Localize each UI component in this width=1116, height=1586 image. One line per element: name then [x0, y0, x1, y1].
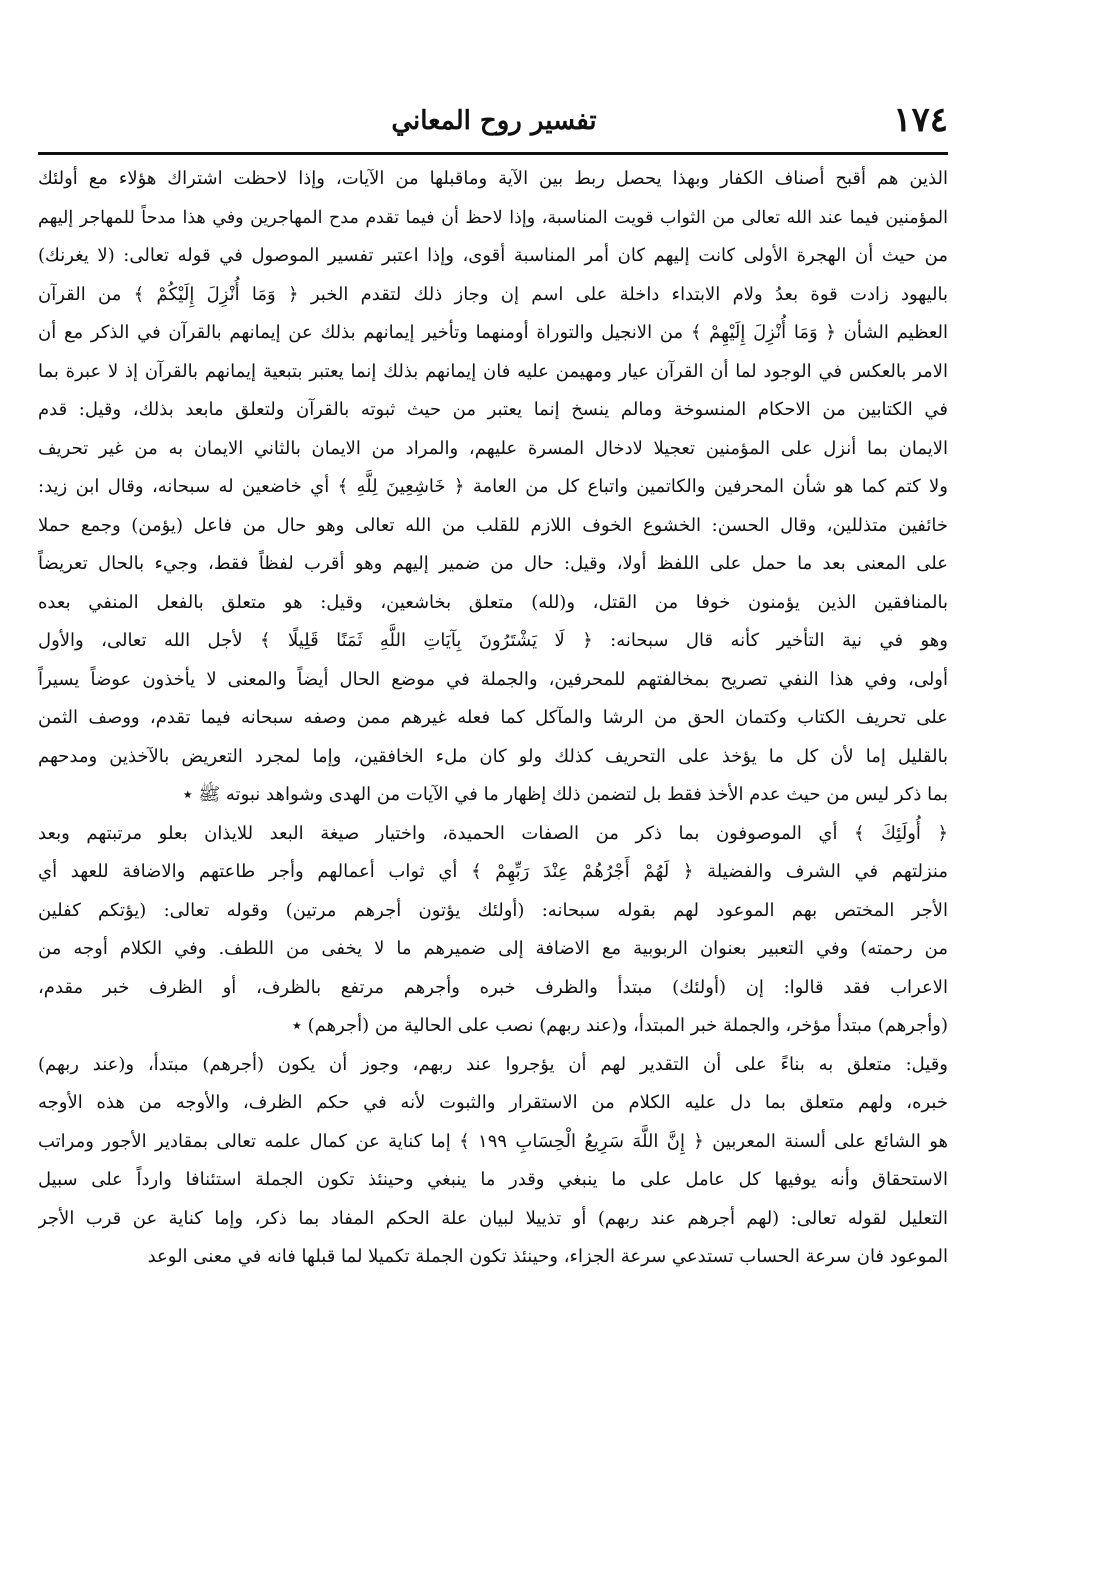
text-line: بالقليل إما لأن كل ما يؤخذ على التحريف كذلك ولو كان ملء الخافقين، وإما لمجرد التعريض بالآخذين ومدحهم	[38, 745, 948, 767]
text-line: بالمنافقين الذين يؤمنون خوفا من القتل، و(لله) متعلق بخاشعين، وقيل: هو متعلق بالفعل المنفي بعده	[38, 591, 948, 613]
text-line: العظيم الشأن ﴿ وَمَا أُنْزِلَ إِلَيْهِمْ ﴾ من الانجيل والتوراة أومنهما وتأخير إيمانهم بذلك عن إيمانهم بالقرآن في الذكر مع أن	[38, 322, 948, 343]
book-title: تفسير روح المعاني	[391, 106, 597, 136]
header-rule	[38, 152, 948, 155]
text-line: خائفين متذللين، وقال الحسن: الخشوع الخوف اللازم للقلب من الله تعالى وهو حال من فاعل (يؤمن) وجمع حملا	[38, 514, 948, 536]
text-line: منزلتهم في الشرف والفضيلة ﴿ لَهُمْ أَجْرُهُمْ عِنْدَ رَبِّهِمْ ﴾ أي ثواب أعمالهم وأجر طاعتهم والاضافة للعهد أي	[38, 861, 948, 882]
text-line: الأجر المختص بهم الموعود لهم بقوله سبحانه: (أولئك يؤتون أجرهم مرتين) وقوله تعالى: (يؤتكم كفلين	[38, 899, 948, 921]
text-line: الاستحقاق وأنه يوفيها كل عامل على ما ينبغي وقدر ما ينبغي وحينئذ تكون الجملة استئنافا وارداً على سبيل	[38, 1169, 948, 1190]
text-line: في الكتابين من الاحكام المنسوخة ومالم ينسخ إنما يعتبر من حيث ثبوته بالقرآن ولتعلق مابعد بذلك، وقيل: قدم	[38, 399, 948, 420]
body-text	[38, 160, 948, 1540]
text-line: أولى، وفي هذا النفي تصريح بمخالفتهم للمحرفين، والجملة في موضع الحال أيضاً والمعنى لا يأخذون عوضاً يسيراً	[38, 668, 948, 690]
text-line: ﴿ أُولَئِكَ ﴾ أي الموصوفون بما ذكر من الصفات الحميدة، واختيار صيغة البعد للايذان بعلو مرتبتهم وبعد	[38, 822, 948, 844]
text-line: المؤمنين فيما عند الله تعالى من الثواب قويت المناسبة، وإذا لاحظ أن فيما تقدم مدح المهاجرين وفي هذا مدحاً للمهاجر إليهم	[38, 207, 948, 228]
page-header	[40, 96, 948, 152]
text-line: (وأجرهم) مبتدأ مؤخر، والجملة خبر المبتدأ، و(عند ربهم) نصب على الحالية من (أجرهم) ٭	[292, 1015, 948, 1036]
text-line: من حيث أن الهجرة الأولى كانت إليهم كان أمر المناسبة أقوى، وإذا اعتبر تفسير الموصول في قوله تعالى: (لا يغرنك)	[38, 245, 948, 266]
text-line: وقيل: متعلق به بناءً على أن التقدير لهم أن يؤجروا عند ربهم، وجوز أن يكون (أجرهم) مبتدأ، و(عند ربهم)	[38, 1053, 948, 1075]
page-number: ١٧٤	[893, 100, 948, 140]
text-line: خبره، ولهم متعلق بما دل عليه الكلام من الاستقرار والثبوت لأنه في حكم الظرف، والأوجه من هذه الأوجه	[38, 1092, 948, 1113]
text-line: الموعود فان سرعة الحساب تستدعي سرعة الجزاء، وحينئذ تكون الجملة تكميلا لما قبلها فانه في معنى الوعد	[147, 1246, 948, 1267]
text-line: الاعراب فقد قالوا: إن (أولئك) مبتدأ والظرف خبره وأجرهم مرتفع بالظرف، أو الظرف خبر مقدم،	[38, 976, 948, 998]
text-line: من رحمته) وفي التعبير بعنوان الربوبية مع الاضافة إلى ضميرهم ما لا يخفى من اللطف. وفي الكلام أوجه من	[38, 938, 948, 959]
text-line: وهو في نية التأخير كأنه قال سبحانه: ﴿ لَا يَشْتَرُونَ بِآيَاتِ اللَّهِ ثَمَنًا قَلِيلًا ﴾ لأجل الله تعالى، والأول	[38, 630, 948, 651]
text-line: باليهود زادت قوة بعدُ ولام الابتداء داخلة على اسم إن وجاز ذلك لتقدم الخبر ﴿ وَمَا أُنْزِلَ إِلَيْكُمْ ﴾ من القرآن	[38, 283, 948, 305]
text-line: ولا كتم كما هو شأن المحرفين والكاتمين واتباع كل من العامة ﴿ خَاشِعِينَ لِلَّهِ ﴾ أي خاضعين له سبحانه، وقال ابن زيد:	[38, 476, 948, 497]
text-line: الامر بالعكس في الوجود لما أن القرآن عيار ومهيمن عليه فان إيمانهم بذلك إنما يعتبر بتبعية إيمانهم بالقرآن إذ لا عبرة بما	[38, 360, 948, 382]
text-line: على تحريف الكتاب وكتمان الحق من الرشا والمآكل كما فعله غيرهم ممن وصفه سبحانه فيما تقدم، ووصف الثمن	[38, 707, 948, 728]
text-line: الذين هم أقبح أصناف الكفار وبهذا يحصل ربط بين الآية وماقبلها من الآيات، وإذا لاحظت اشتراك هؤلاء مع أولئك	[38, 168, 948, 189]
text-line: بما ذكر ليس من حيث عدم الأخذ فقط بل لتضمن ذلك إظهار ما في الآيات من الهدى وشواهد نبوته ﷺ ٭	[182, 784, 948, 805]
text-line: التعليل لقوله تعالى: (لهم أجرهم عند ربهم) أو تذييلا لبيان علة الحكم المفاد بما ذكر، وإما كناية عن قرب الأجر	[38, 1207, 948, 1229]
text-line: على المعنى بعد ما حمل على اللفظ أولا، وقيل: حال من ضمير إليهم وهو أقرب لفظاً فقط، وجيء بالحال تعريضاً	[38, 553, 948, 574]
text-line: هو الشائع على ألسنة المعربين ﴿ إِنَّ اللَّهَ سَرِيعُ الْحِسَابِ ١٩٩ ﴾ إما كناية عن كمال علمه تعالى بمقادير الأجور ومراتب	[38, 1130, 948, 1152]
text-line: الايمان بما أنزل على المؤمنين تعجيلا لادخال المسرة عليهم، والمراد من الايمان بالثاني الايمان به من غير تحريف	[38, 437, 948, 459]
